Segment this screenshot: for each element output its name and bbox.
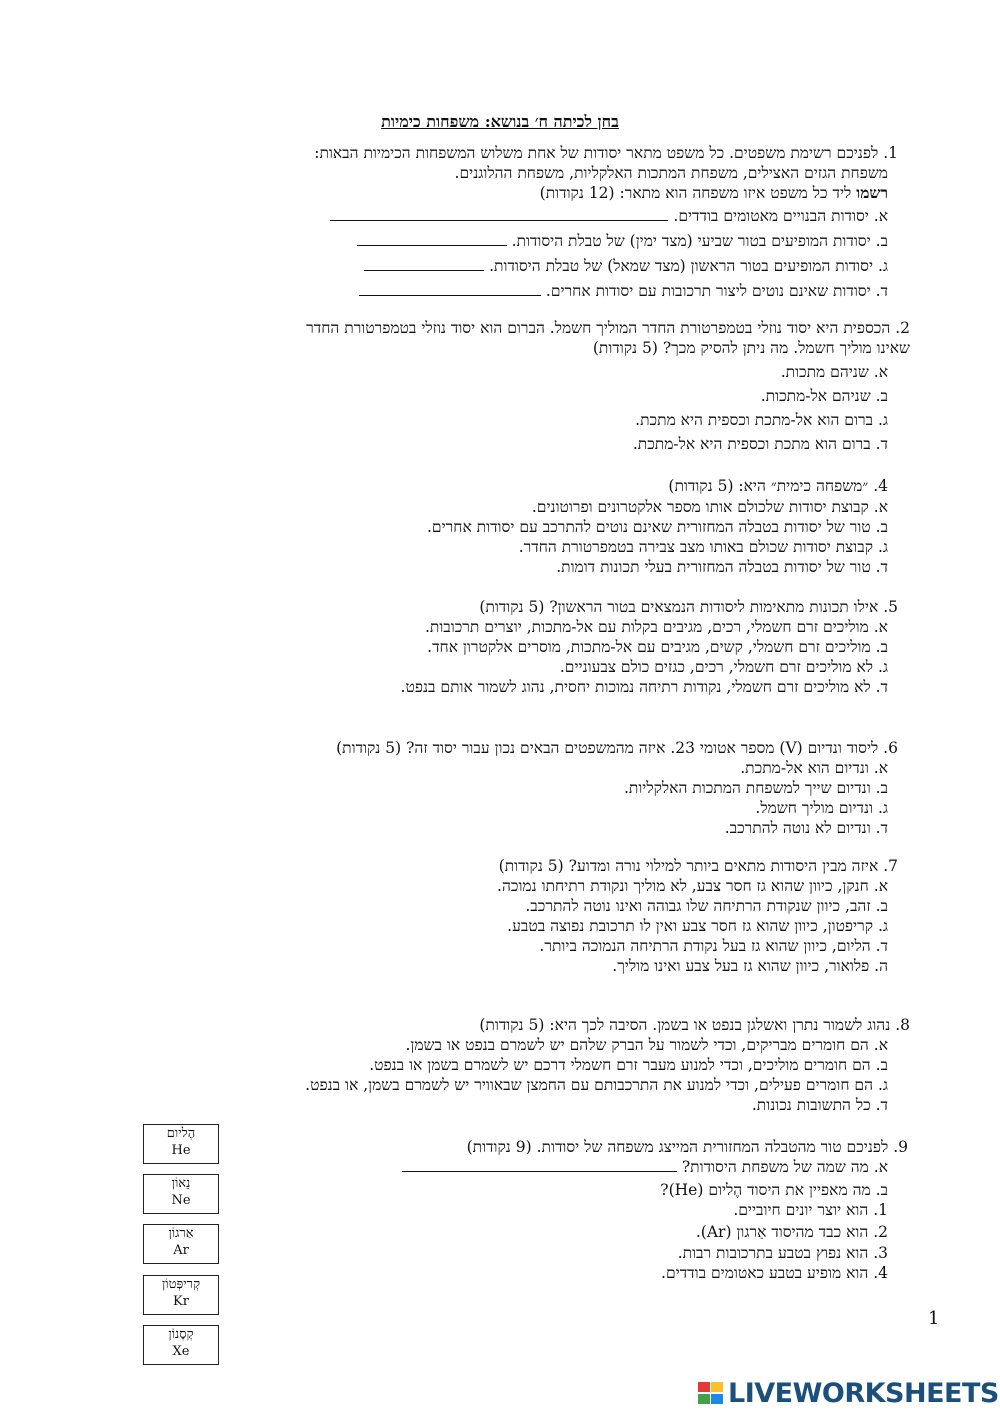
element-symbol: Kr: [173, 1294, 189, 1309]
q4-option-a[interactable]: א. קבוצת יסודות שלכולם אותו מספר אלקטרונים ופרוטונים.: [531, 498, 888, 516]
q6-option-a[interactable]: א. ונדיום הוא אל-מתכת.: [740, 759, 888, 777]
q9-family-answer-field[interactable]: [402, 1157, 677, 1172]
q1-item-d-text: ד. יסודות שאינם נוטים ליצור תרכובות עם יסודות אחרים.: [545, 282, 888, 300]
q5-line1: 5. אילו תכונות מתאימות ליסודות הנמצאים בטור הראשון? (5 נקודות): [479, 598, 898, 616]
q4-option-c[interactable]: ג. קבוצת יסודות שכולם באותו מצב צבירה בטמפרטורת החדר.: [518, 538, 888, 556]
q9-option-1[interactable]: 1. הוא יוצר יונים חיוביים.: [733, 1201, 888, 1219]
q2-option-d[interactable]: ד. ברום הוא מתכת וכספית היא אל-מתכת.: [632, 435, 888, 453]
q5-option-a[interactable]: א. מוליכים זרם חשמלי, רכים, מגיבים בקלות עם אל-מתכות, יוצרים תרכובות.: [424, 618, 888, 636]
q1-line1: 1. לפניכם רשימת משפטים. כל משפט מתאר יסודות של אחת משלוש המשפחות הכימיות הבאות:: [314, 144, 898, 162]
q1-item-b: [357, 231, 888, 251]
q1-item-c: [364, 256, 888, 276]
q1-item-b-text: ב. יסודות המופיעים בטור שביעי (מצד ימין) של טבלת היסודות.: [511, 232, 888, 250]
q1-answer-c-field[interactable]: [364, 256, 484, 271]
element-box-krypton: [143, 1275, 219, 1315]
q1-instruction-rest: ליד כל משפט איזו משפחה הוא מתאר: (12 נקודות): [539, 184, 857, 202]
q7-option-a[interactable]: א. חנקן, כיוון שהוא גז חסר צבע, לא מוליך ונקודת רתיחתו נמוכה.: [497, 877, 888, 895]
element-name: קְריפְּטוֹן: [161, 1277, 201, 1292]
footer-brand[interactable]: LIVEWORKSHEETS: [728, 1378, 999, 1409]
page-title: בחן לכיתה ח׳ בנושא: משפחות כימיות: [381, 112, 619, 131]
liveworksheets-logo-icon: [698, 1382, 726, 1406]
q8-option-a[interactable]: א. הם חומרים מבריקים, וכדי לשמור על הברק שלהם יש לשמרם בנפט או בשמן.: [405, 1036, 888, 1054]
q4-option-d[interactable]: ד. טור של יסודות בטבלה המחזורית בעלי תכונות דומות.: [556, 558, 888, 576]
q2-line1: 2. הכספית היא יסוד נוזלי בטמפרטורת החדר המוליך חשמל. הברום הוא יסוד נוזלי בטמפרטורת החדר: [306, 319, 910, 337]
q6-option-b[interactable]: ב. ונדיום שייך למשפחת המתכות האלקליות.: [623, 779, 888, 797]
q1-instruction: [540, 183, 888, 203]
q8-option-d[interactable]: ד. כל התשובות נכונות.: [751, 1096, 888, 1114]
q7-line1: 7. איזה מבין היסודות מתאים ביותר למילוי נורה ומדוע? (5 נקודות): [498, 857, 898, 875]
q1-item-a-text: א. יסודות הבנויים מאטומים בודדים.: [673, 207, 888, 225]
element-symbol: Ne: [171, 1193, 191, 1208]
q4-option-b[interactable]: ב. טור של יסודות בטבלה המחזורית שאינם נוטים להתרכב עם יסודות אחרים.: [427, 518, 888, 536]
q4-line1: 4. ״משפחה כימית״ היא: (5 נקודות): [668, 477, 888, 495]
element-symbol: Xe: [172, 1344, 190, 1359]
q5-option-b[interactable]: ב. מוליכים זרם חשמלי, קשים, מגיבים עם אל-מתכות, מוסרים אלקטרון אחד.: [427, 638, 888, 656]
q1-item-d: [359, 281, 888, 301]
element-name: הֶליום: [166, 1126, 196, 1141]
q9-line1: 9. לפניכם טור מהטבלה המחזורית המייצג משפחה של יסודות. (9 נקודות): [466, 1138, 908, 1156]
q5-option-c[interactable]: ג. לא מוליכים זרם חשמלי, רכים, כגזים כולם צבעוניים.: [559, 658, 888, 676]
q5-option-d[interactable]: ד. לא מוליכים זרם חשמלי, נקודות רתיחה נמוכות יחסית, נהוג לשמור אותם בנפט.: [400, 678, 888, 696]
element-name: קְסֶנוֹן: [168, 1327, 194, 1342]
q9-sub-a: [402, 1157, 888, 1177]
q2-option-c[interactable]: ג. ברום הוא אל-מתכת וכספית היא מתכת.: [635, 411, 888, 429]
q8-line1: 8. נהוג לשמור נתרן ואשלגן בנפט או בשמן. הסיבה לכך היא: (5 נקודות): [479, 1016, 910, 1034]
page-number: 1: [928, 1308, 940, 1329]
q1-item-c-text: ג. יסודות המופיעים בטור הראשון (מצד שמאל) של טבלת היסודות.: [489, 257, 888, 275]
element-symbol: Ar: [173, 1243, 189, 1258]
element-box-neon: [143, 1174, 219, 1214]
element-name: נֵאוֹן: [171, 1176, 191, 1191]
q6-option-c[interactable]: ג. ונדיום מוליך חשמל.: [755, 799, 888, 817]
q1-item-a: [330, 206, 888, 226]
q8-option-c[interactable]: ג. הם חומרים פעילים, וכדי למנוע את התרכבותם עם החמצן שבאוויר יש לשמרם בשמן, או בנפט.: [305, 1076, 888, 1094]
q1-instruction-bold: רשמו: [856, 183, 888, 202]
q7-option-b[interactable]: ב. זהב, כיוון שנקודת הרתיחה שלו גבוהה ואינו נוטה להתרכב.: [525, 897, 888, 915]
q1-answer-b-field[interactable]: [357, 231, 507, 246]
q7-option-c[interactable]: ג. קריפטון, כיוון שהוא גז חסר צבע ואין לו תרכובת נפוצה בטבע.: [507, 917, 888, 935]
q6-option-d[interactable]: ד. ונדיום לא נוטה להתרכב.: [724, 819, 888, 837]
q8-option-b[interactable]: ב. הם חומרים מוליכים, וכדי למנוע מעבר זרם חשמלי דרכם יש לשמרם בשמן או בנפט.: [369, 1056, 888, 1074]
q1-line2: משפחת הגזים האצילים, משפחת המתכות האלקליות, משפחת ההלוגנים.: [454, 164, 888, 182]
q9-option-2[interactable]: 2. הוא כבד מהיסוד אַרגון (Ar).: [695, 1223, 888, 1241]
q9-option-3[interactable]: 3. הוא נפוץ בטבע בתרכובות רבות.: [677, 1244, 888, 1262]
element-name: אַרגוֹן: [168, 1226, 194, 1241]
element-symbol: He: [171, 1143, 191, 1158]
q7-option-e[interactable]: ה. פלואור, כיוון שהוא גז בעל צבע ואינו מוליך.: [612, 957, 888, 975]
q7-option-d[interactable]: ד. הליום, כיוון שהוא גז בעל נקודת הרתיחה הנמוכה ביותר.: [539, 937, 888, 955]
q6-line1: 6. ליסוד ונדיום (V) מספר אטומי 23. איזה מהמשפטים הבאים נכון עבור יסוד זה? (5 נקודות): [336, 739, 898, 757]
q2-option-a[interactable]: א. שניהם מתכות.: [780, 363, 888, 381]
q1-answer-a-field[interactable]: [330, 206, 668, 221]
element-box-helium: [143, 1124, 219, 1164]
q9-option-4[interactable]: 4. הוא מופיע בטבע כאטומים בודדים.: [661, 1264, 888, 1282]
q9-sub-a-text: א. מה שמה של משפחת היסודות?: [681, 1158, 888, 1176]
q2-line2: שאינו מוליך חשמל. מה ניתן להסיק מכך? (5 נקודות): [592, 339, 910, 357]
element-box-xenon: [143, 1325, 219, 1365]
element-box-argon: [143, 1224, 219, 1264]
q2-option-b[interactable]: ב. שניהם אל-מתכות.: [760, 387, 888, 405]
q1-answer-d-field[interactable]: [359, 281, 541, 296]
q9-sub-b: ב. מה מאפיין את היסוד הֶליום (He)?: [660, 1181, 888, 1199]
